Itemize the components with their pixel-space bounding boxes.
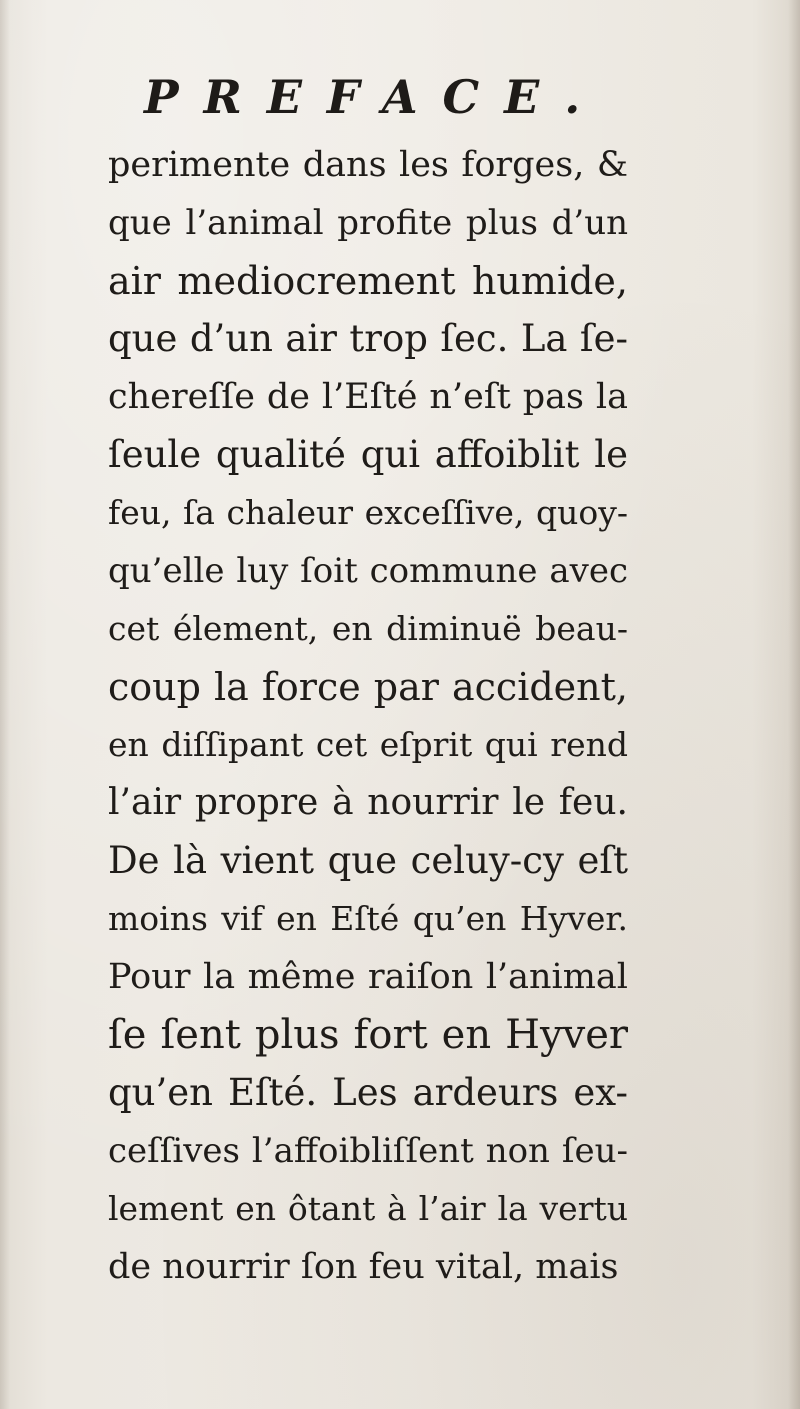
body-text <box>108 136 628 1296</box>
text-line: ſe ſent plus fort en Hyver <box>108 1012 628 1058</box>
text-line: qu’elle luy ſoit commune avec <box>108 551 628 591</box>
text-line: air mediocrement humide, <box>108 259 628 303</box>
text-line: De là vient que celuy-cy eſt <box>108 839 628 882</box>
text-line: de nourrir ſon feu vital, mais <box>108 1247 619 1287</box>
text-line: feu, ſa chaleur exceſſive, quoy- <box>108 493 628 532</box>
text-line: lement en ôtant à l’air la vertu <box>108 1189 628 1228</box>
running-title: PREFACE. <box>144 70 606 124</box>
text-line: perimente dans les forges, & <box>108 145 628 185</box>
text-line: Pour la même raiſon l’animal <box>108 957 628 997</box>
text-line: chereſſe de l’Eſté n’eſt pas la <box>108 377 628 417</box>
text-line: que d’un air trop ſec. La ſe- <box>108 317 628 360</box>
page-gutter-shadow <box>0 0 10 1409</box>
text-line: en diſſipant cet eſprit qui rend <box>108 725 628 764</box>
text-line: cet élement, en diminuë beau- <box>108 609 628 648</box>
text-line: moins vif en Eſté qu’en Hyver. <box>108 899 628 938</box>
text-line: l’air propre à nourrir le feu. <box>108 782 628 823</box>
text-line: ceſſives l’affoibliſſent non ſeu- <box>108 1131 628 1171</box>
page-edge-shadow <box>788 0 800 1409</box>
text-line: ſeule qualité qui affoiblit le <box>108 433 628 476</box>
text-line: qu’en Eſté. Les ardeurs ex- <box>108 1071 628 1114</box>
text-line: que l’animal profite plus d’un <box>108 203 628 243</box>
text-line: coup la force par accident, <box>108 665 628 709</box>
